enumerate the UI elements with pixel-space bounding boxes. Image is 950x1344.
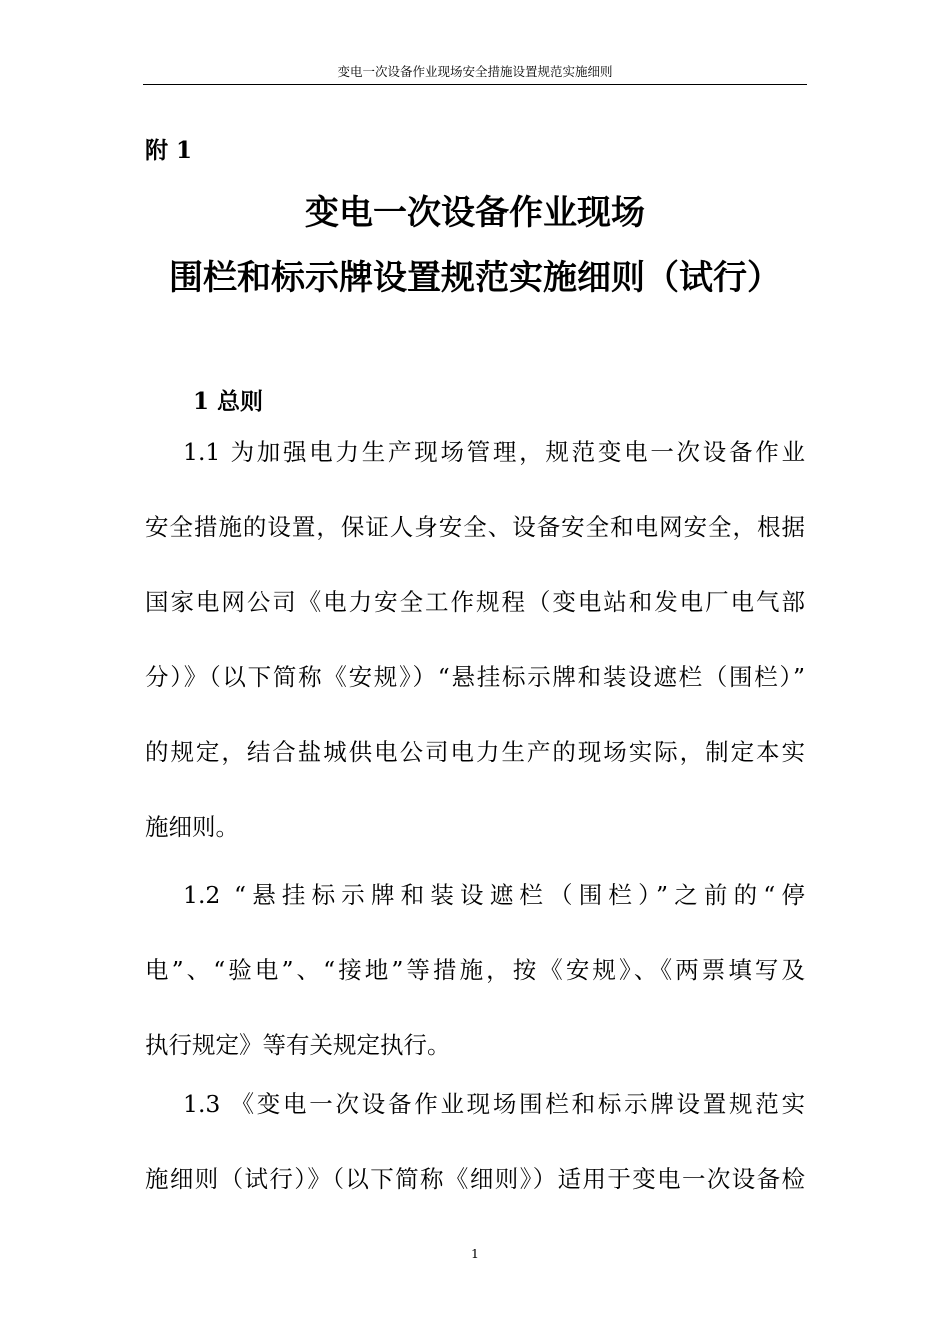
paragraph-1-1-line: 分）》（以下简称《安规》）“悬挂标示牌和装设遮栏（围栏）” [145, 663, 805, 691]
paragraph-1-3-line: 1.3 《变电一次设备作业现场围栏和标示牌设置规范实 [183, 1090, 805, 1118]
appendix-label: 附 1 [145, 137, 193, 164]
paragraph-1-1-line: 1.1 为加强电力生产现场管理，规范变电一次设备作业 [183, 438, 805, 466]
paragraph-1-2-line: 执行规定》等有关规定执行。 [145, 1031, 451, 1059]
paragraph-1-1-line: 的规定，结合盐城供电公司电力生产的现场实际，制定本实 [145, 738, 805, 766]
paragraph-1-2-line: 1.2 “悬挂标示牌和装设遮栏（围栏）”之前的“停 [183, 881, 805, 909]
paragraph-1-1-line: 施细则。 [145, 813, 239, 841]
section-heading: 1 总则 [193, 388, 264, 415]
paragraph-1-1-line: 安全措施的设置，保证人身安全、设备安全和电网安全，根据 [145, 513, 805, 541]
paragraph-1-3-line: 施细则（试行）》（以下简称《细则》）适用于变电一次设备检 [145, 1165, 805, 1193]
paragraph-1-2-line: 电”、“验电”、“接地”等措施，按《安规》、《两票填写及 [145, 956, 805, 984]
paragraph-1-1-line: 国家电网公司《电力安全工作规程（变电站和发电厂电气部 [145, 588, 805, 616]
document-title-line-1: 变电一次设备作业现场 [305, 193, 645, 233]
running-header: 变电一次设备作业现场安全措施设置规范实施细则 [143, 64, 807, 85]
document-title-line-2: 围栏和标示牌设置规范实施细则（试行） [169, 258, 781, 298]
page-number: 1 [471, 1246, 479, 1261]
